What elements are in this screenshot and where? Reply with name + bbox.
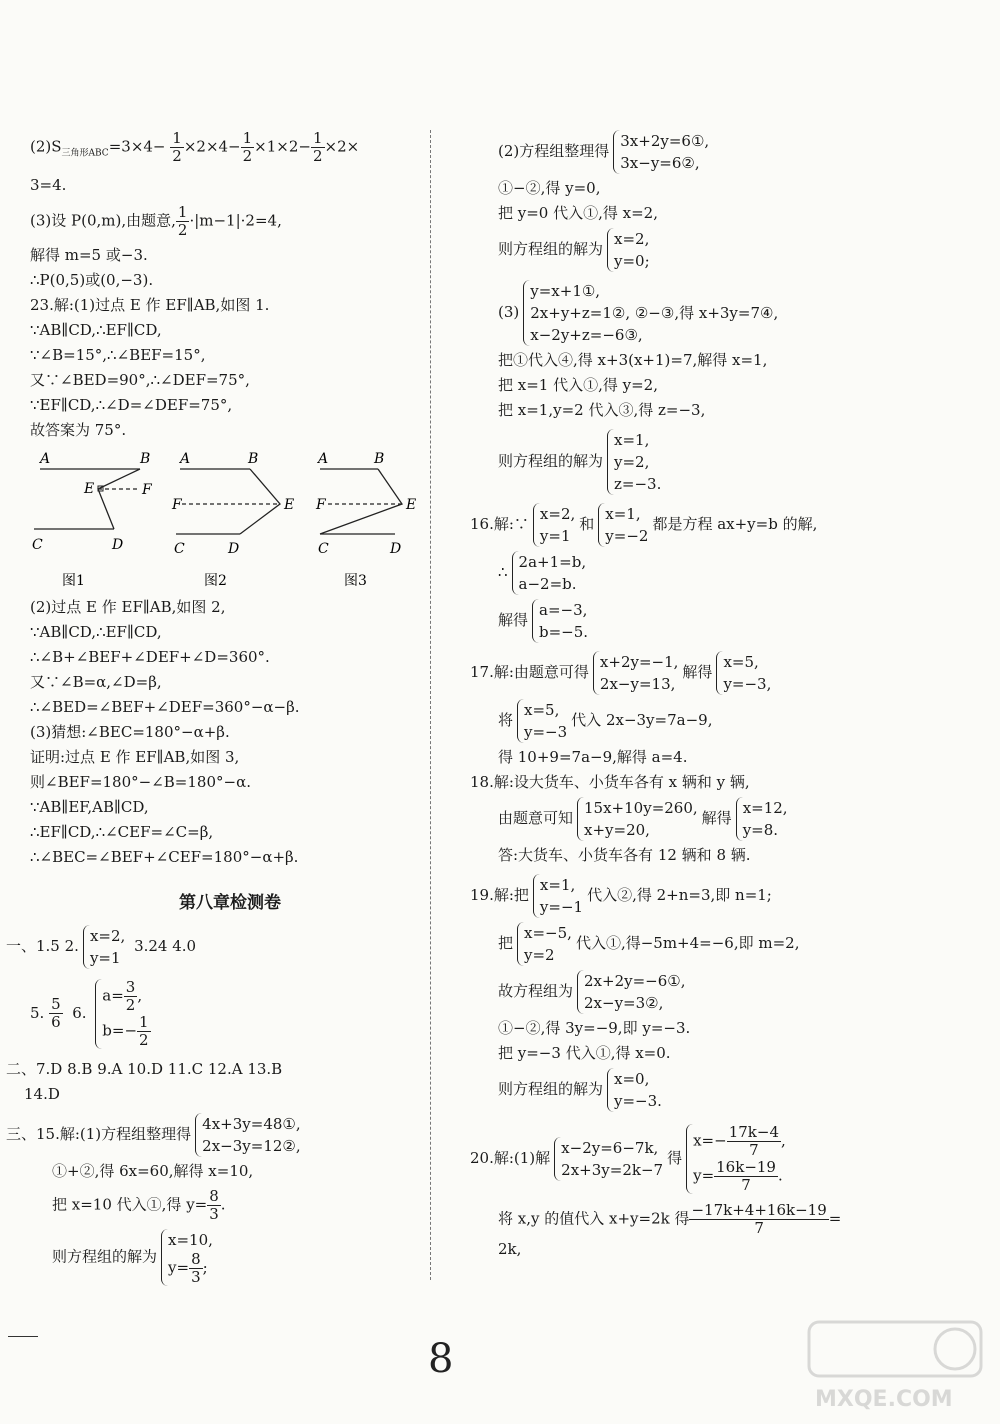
text: 代入 2x−3y=7a−9, (571, 711, 713, 729)
line (470, 872, 950, 920)
equation: y=0; (614, 252, 650, 270)
line (52, 1227, 430, 1288)
line (470, 1122, 950, 1196)
text: (2)方程组整理得 (498, 142, 610, 160)
text: 代入①,得−5m+4=−6,即 m=2, (575, 934, 800, 952)
label-B: B (374, 450, 385, 467)
label-D: D (228, 540, 240, 557)
line: ∴EF∥CD,∴∠CEF=∠C=β, (30, 822, 214, 841)
equation: y=−3, (723, 675, 772, 693)
line: 则∠BEF=180°−∠B=180°−α. (30, 772, 251, 791)
equation-system (161, 1229, 213, 1286)
line: ∵EF∥CD,∴∠D=∠DEF=75°, (30, 395, 233, 414)
line (30, 204, 430, 239)
equation (693, 1124, 786, 1159)
line (470, 501, 950, 549)
text: 得 (667, 1149, 683, 1167)
equation: y=−3. (614, 1092, 662, 1110)
equation: a=−3, (539, 601, 588, 619)
denominator: 2 (172, 147, 182, 165)
equation: x=12, (742, 799, 788, 817)
equation-system (607, 1068, 662, 1112)
page-mark (8, 1336, 38, 1337)
left-column (6, 128, 430, 1288)
numerator: 3 (125, 977, 136, 996)
denominator: 2 (139, 1030, 149, 1049)
line: 把①代入④,得 x+3(x+1)=7,解得 x=1, (498, 351, 768, 369)
fraction (170, 130, 184, 165)
equation: 2x−y=3②, (584, 994, 664, 1012)
text: 则方程组的解为 (498, 452, 604, 470)
page-number: 8 (428, 1336, 454, 1382)
text: ∴ (498, 563, 508, 581)
equation: y=2 (524, 946, 555, 964)
equation: x=10, (168, 1230, 213, 1249)
equation: 2x+2y=−6①, (584, 972, 686, 990)
line (52, 1188, 430, 1223)
line: 把 y=−3 代入①,得 x=0. (498, 1044, 671, 1062)
equation: 2a+1=b, (518, 553, 587, 571)
line (498, 1202, 950, 1237)
text: (3) (498, 303, 520, 321)
text: 3.24 4.0 (134, 936, 197, 955)
text: 则方程组的解为 (52, 1247, 158, 1265)
equation-system (95, 979, 150, 1049)
label-B: B (248, 450, 259, 467)
equation: 2x+y+z=1②, ②−③,得 x+3y=7④, (530, 304, 779, 322)
fraction (137, 1014, 151, 1049)
equation: 3x−y=6②, (620, 154, 700, 172)
equation: y=−3 (524, 723, 568, 741)
line: 18.解:设大货车、小货车各有 x 辆和 y 辆, (470, 773, 750, 791)
line: ∵AB∥CD,∴EF∥CD, (30, 320, 162, 339)
numerator: 8 (209, 1186, 219, 1205)
fraction (124, 979, 138, 1014)
label-A: A (180, 450, 191, 467)
equation: x=0, (614, 1070, 650, 1088)
line (498, 278, 950, 348)
equation-system (598, 503, 648, 547)
text: 17.解:由题意可得 (470, 663, 589, 681)
watermark-text: MXQE.COM (815, 1387, 953, 1412)
equation (693, 1159, 786, 1194)
equation: x=−5, (524, 924, 572, 942)
text: 将 x,y 的值代入 x+y=2k 得 (498, 1209, 690, 1228)
denominator: 3 (209, 1204, 219, 1223)
equation-system (716, 651, 771, 695)
denominator: 7 (749, 1141, 759, 1159)
text: 将 (498, 711, 514, 729)
label-C: C (174, 540, 185, 557)
equation: x=5, (524, 701, 560, 719)
denominator: 2 (125, 995, 136, 1014)
line: 得 10+9=7a−9,解得 a=4. (498, 748, 688, 766)
equation: 2x−3y=12②, (202, 1136, 301, 1155)
figure-3 (320, 469, 402, 534)
figure-3-caption: 图3 (344, 572, 367, 589)
text: 解得 (682, 663, 713, 681)
text: . (777, 1166, 783, 1185)
figures (30, 449, 430, 589)
numerator: −17k+4+16k−19 (691, 1201, 827, 1219)
text: 6. (72, 1003, 87, 1022)
fraction (189, 1251, 203, 1286)
text: 则方程组的解为 (498, 240, 604, 258)
equation: y=1 (89, 948, 121, 967)
equation: y=−2 (605, 527, 649, 545)
text: 把 (498, 934, 514, 952)
denominator: 3 (191, 1267, 201, 1286)
equation-system (613, 130, 709, 174)
text: 故方程组为 (498, 982, 574, 1000)
text: 三、15.解:(1)方程组整理得 (6, 1124, 192, 1143)
line (30, 130, 430, 167)
text: x=− (693, 1131, 727, 1150)
text: y= (168, 1258, 190, 1276)
line: ∴P(0,5)或(0,−3). (30, 270, 154, 289)
line (6, 1111, 430, 1159)
line: 故答案为 75°. (30, 420, 127, 439)
equation-system (533, 874, 583, 918)
fraction (207, 1188, 221, 1223)
equation-system (195, 1113, 300, 1157)
fraction (311, 130, 325, 165)
numerator: 16k−19 (716, 1158, 776, 1176)
text: 5. (30, 1003, 45, 1022)
numerator: 1 (172, 129, 182, 147)
equation: y=−1 (539, 898, 584, 916)
line (470, 649, 950, 697)
text: 解得 (701, 809, 732, 827)
line (498, 226, 950, 274)
line: 3=4. (30, 175, 67, 194)
line: 2k, (498, 1240, 522, 1258)
figure-2 (176, 469, 280, 534)
line: 14.D (24, 1084, 60, 1103)
fraction (727, 1124, 781, 1159)
line (498, 128, 950, 176)
text: . (220, 1195, 226, 1213)
text: =3×4− (108, 137, 166, 156)
figure-1-caption: 图1 (62, 572, 85, 589)
label-E: E (406, 496, 417, 513)
equation (102, 979, 150, 1014)
text: 16.解:∵ (470, 515, 529, 533)
column-divider (430, 130, 431, 1280)
denominator: 7 (754, 1219, 764, 1237)
line: 把 x=1,y=2 代入③,得 z=−3, (498, 401, 706, 419)
equation (168, 1251, 213, 1286)
text: ; (202, 1258, 208, 1276)
numerator: 1 (177, 202, 188, 221)
line: 把 y=0 代入①,得 x=2, (498, 204, 658, 222)
numerator: 8 (191, 1249, 201, 1268)
geometry-figures (30, 449, 430, 589)
text: ×2×4− (183, 137, 241, 156)
line: (3)猜想:∠BEC=180°−α+β. (30, 722, 230, 741)
line (498, 795, 950, 843)
numerator: 1 (242, 129, 253, 147)
equation-system (523, 280, 778, 346)
right-column (470, 128, 950, 1262)
equation: x−2y+z=−6③, (530, 326, 643, 344)
equation: y=2, (614, 453, 650, 471)
text: = (828, 1209, 842, 1228)
line: ∵AB∥EF,AB∥CD, (30, 797, 149, 816)
equation: z=−3. (614, 475, 662, 493)
text: 都是方程 ax+y=b 的解, (652, 515, 818, 533)
text: b=− (102, 1021, 138, 1039)
line (498, 549, 950, 597)
line: 解得 m=5 或−3. (30, 245, 148, 264)
fraction (714, 1159, 778, 1194)
line (30, 977, 430, 1051)
label-D: D (390, 540, 402, 557)
line: ①+②,得 6x=60,解得 x=10, (52, 1161, 254, 1180)
figure-1 (34, 469, 140, 529)
text: , (137, 986, 143, 1004)
label-C: C (318, 540, 329, 557)
line (498, 920, 950, 968)
label-F: F (316, 496, 326, 513)
text: 则方程组的解为 (498, 1080, 604, 1098)
equation: y=8. (742, 821, 779, 839)
denominator: 2 (312, 147, 323, 165)
text: 和 (579, 515, 595, 533)
equation: y=1 (539, 527, 571, 545)
text: ·|m−1|·2=4, (189, 211, 282, 229)
equation: 2x−y=13, (599, 675, 676, 693)
equation: x=1, (605, 505, 641, 523)
line: 二、7.D 8.B 9.A 10.D 11.C 12.A 13.B (6, 1059, 283, 1078)
equation-system (607, 429, 661, 495)
equation: x=2, (614, 230, 650, 248)
text: 由题意可知 (498, 809, 574, 827)
line: 又∵∠BED=90°,∴∠DEF=75°, (30, 370, 250, 389)
text: (3)设 P(0,m),由题意, (30, 211, 176, 229)
watermark-logo (805, 1318, 985, 1418)
denominator: 2 (242, 147, 253, 165)
numerator: 1 (312, 129, 323, 147)
equation: 4x+3y=48①, (202, 1114, 301, 1133)
line (6, 923, 430, 971)
equation: x=5, (723, 653, 759, 671)
line: 把 x=1 代入①,得 y=2, (498, 376, 658, 394)
text: 19.解:把 (470, 886, 529, 904)
equation-system (83, 925, 125, 969)
equation: y=x+1①, (530, 282, 601, 300)
equation: x+y=20, (584, 821, 650, 839)
numerator: 1 (139, 1012, 149, 1031)
text: ×1×2− (254, 137, 311, 156)
line: ∴∠B+∠BEF+∠DEF+∠D=360°. (30, 647, 270, 666)
equation: x=1, (614, 431, 650, 449)
equation-system (607, 228, 650, 272)
fraction (241, 130, 255, 165)
equation-system (512, 551, 587, 595)
equation-system (736, 797, 788, 841)
text: (2)S (30, 137, 62, 156)
line (498, 1066, 950, 1114)
equation-system (686, 1124, 786, 1194)
label-E: E (284, 496, 295, 513)
figure-2-caption: 图2 (204, 572, 227, 589)
equation-system (532, 599, 588, 643)
equation-system (593, 651, 679, 695)
denominator: 7 (741, 1176, 751, 1194)
equation: x=2, (539, 505, 576, 523)
text: 代入②,得 2+n=3,即 n=1; (587, 886, 772, 904)
line: 答:大货车、小货车各有 12 辆和 8 辆. (498, 846, 751, 864)
denominator: 2 (177, 220, 188, 239)
equation: a−2=b. (518, 575, 577, 593)
equation: x=1, (539, 876, 576, 894)
line: ∵∠B=15°,∴∠BEF=15°, (30, 345, 206, 364)
fraction (689, 1202, 828, 1237)
text: , (781, 1131, 786, 1150)
numerator: 5 (51, 995, 61, 1013)
line: 又∵∠B=α,∠D=β, (30, 672, 162, 691)
label-C: C (32, 536, 43, 553)
line: ①−②,得 y=0, (498, 179, 601, 197)
equation: b=−5. (539, 623, 589, 641)
equation: x=2, (89, 926, 126, 945)
line (498, 597, 950, 645)
label-F: F (172, 496, 182, 513)
line (498, 968, 950, 1016)
label-F: F (142, 481, 152, 498)
equation (102, 1014, 150, 1049)
label-D: D (112, 536, 124, 553)
text: 一、1.5 2. (6, 936, 79, 955)
line (498, 427, 950, 497)
equation: x+2y=−1, (599, 653, 679, 671)
numerator: 17k−4 (728, 1123, 779, 1141)
fraction (176, 204, 190, 239)
equation: 2x+3y=2k−7 (561, 1161, 664, 1179)
equation-system (517, 699, 567, 743)
section-heading: 第八章检测卷 (179, 892, 281, 913)
text: 把 x=10 代入①,得 y= (52, 1195, 208, 1213)
equation-system (577, 970, 685, 1014)
line: ∴∠BEC=∠BEF+∠CEF=180°−α+β. (30, 847, 299, 866)
subscript: 三角形ABC (61, 148, 109, 159)
equation: 15x+10y=260, (584, 799, 698, 817)
equation: x−2y=6−7k, (561, 1139, 659, 1157)
equation-system (577, 797, 698, 841)
line: 证明:过点 E 作 EF∥AB,如图 3, (30, 747, 240, 766)
text: 20.解:(1)解 (470, 1149, 551, 1167)
line: (2)过点 E 作 EF∥AB,如图 2, (30, 597, 226, 616)
equation-system (554, 1137, 663, 1181)
text: 解得 (498, 611, 529, 629)
label-A: A (318, 450, 329, 467)
text: a= (102, 986, 124, 1004)
fraction (49, 996, 63, 1031)
line (498, 697, 950, 745)
label-A: A (40, 450, 51, 467)
equation-system (517, 922, 572, 966)
equation-system (533, 503, 575, 547)
line: ①−②,得 3y=−9,即 y=−3. (498, 1019, 691, 1037)
equation: 3x+2y=6①, (620, 132, 710, 150)
line: ∵AB∥CD,∴EF∥CD, (30, 622, 162, 641)
denominator: 6 (51, 1013, 61, 1031)
label-E: E (84, 480, 95, 497)
text: ×2× (324, 137, 360, 156)
line: ∴∠BED=∠BEF+∠DEF=360°−α−β. (30, 697, 300, 716)
line: 23.解:(1)过点 E 作 EF∥AB,如图 1. (30, 295, 270, 314)
label-B: B (140, 450, 151, 467)
text: y= (693, 1166, 715, 1185)
